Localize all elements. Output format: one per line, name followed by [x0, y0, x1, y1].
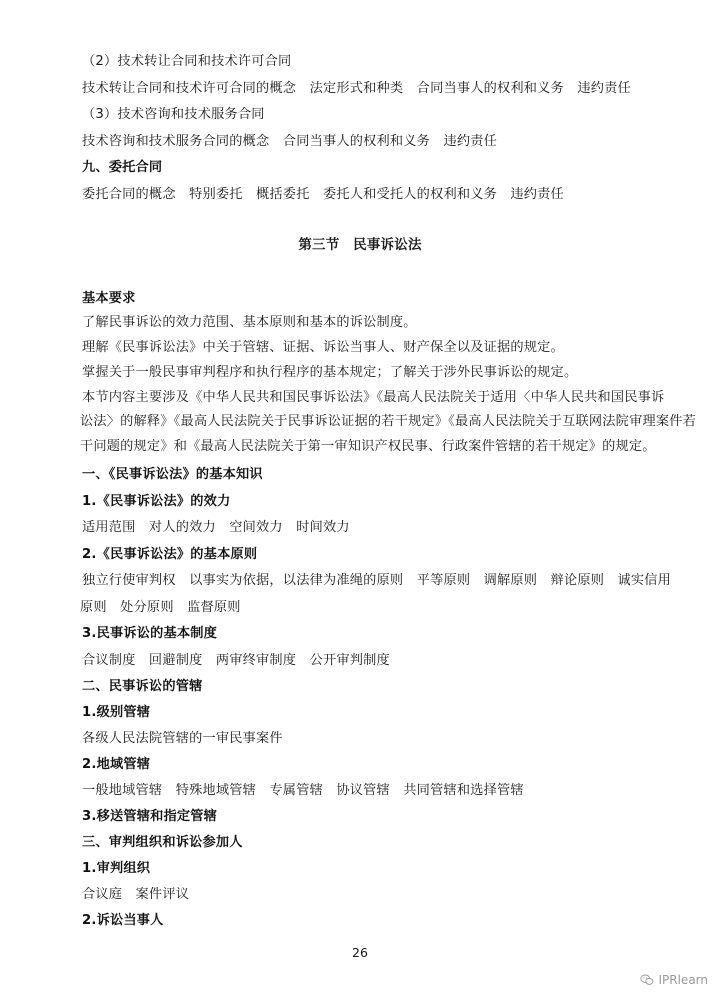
section-heading: 三、审判组织和诉讼参加人: [82, 835, 243, 850]
subsection-heading: 2.诉讼当事人: [82, 913, 164, 928]
section-heading: 一、《民事诉讼法》的基本知识: [82, 467, 263, 482]
body-line: 合议庭 案件评议: [82, 887, 190, 902]
body-line: 适用范围 对人的效力 空间效力 时间效力: [82, 520, 350, 535]
body-line: 理解《民事诉讼法》中关于管辖、证据、诉讼当事人、财产保全以及证据的规定。: [82, 340, 564, 355]
section-heading: 二、民事诉讼的管辖: [82, 679, 203, 694]
subsection-heading: 3.民事诉讼的基本制度: [82, 626, 218, 641]
watermark-text: IPRlearn: [658, 973, 708, 987]
body-line: 各级人民法院管辖的一审民事案件: [82, 731, 283, 746]
subsection-heading: 1.《民事诉讼法》的效力: [82, 494, 231, 509]
body-line: 技术转让合同和技术许可合同的概念 法定形式和种类 合同当事人的权利和义务 违约责任: [82, 81, 631, 96]
subsection-heading: （2）技术转让合同和技术许可合同: [82, 54, 292, 69]
body-line: 一般地域管辖 特殊地域管辖 专属管辖 协议管辖 共同管辖和选择管辖: [82, 783, 524, 798]
body-line: 合议制度 回避制度 两审终审制度 公开审判制度: [82, 653, 390, 668]
body-line: 本节内容主要涉及《中华人民共和国民事诉讼法》《最高人民法院关于适用〈中华人民共和国民事诉: [82, 390, 665, 405]
wechat-icon: [640, 974, 654, 986]
chapter-title: 第三节 民事诉讼法: [298, 237, 422, 253]
section-heading: 九、委托合同: [82, 160, 163, 175]
subsection-heading: 1.审判组织: [82, 861, 151, 876]
body-line: 掌握关于一般民事审判程序和执行程序的基本规定；了解关于涉外民事诉讼的规定。: [82, 365, 578, 380]
body-line: 独立行使审判权 以事实为依据，以法律为准绳的原则 平等原则 调解原则 辩论原则 诚实信用: [82, 573, 672, 588]
subsection-heading: 1.级别管辖: [82, 705, 151, 720]
body-line: 原则 处分原则 监督原则: [80, 600, 241, 615]
body-line: 讼法〉的解释》《最高人民法院关于民事诉讼证据的若干规定》《最高人民法院关于互联网法院审理案件若: [80, 414, 697, 429]
body-line: 委托合同的概念 特别委托 概括委托 委托人和受托人的权利和义务 违约责任: [82, 187, 564, 202]
subsection-heading: 2.地域管辖: [82, 757, 151, 772]
page-number: 26: [352, 945, 368, 960]
subsection-heading: 3.移送管辖和指定管辖: [82, 809, 218, 824]
watermark: [640, 973, 708, 987]
subsection-heading: 2.《民事诉讼法》的基本原则: [82, 547, 258, 562]
body-line: 技术咨询和技术服务合同的概念 合同当事人的权利和义务 违约责任: [82, 134, 498, 149]
subsection-heading: （3）技术咨询和技术服务合同: [82, 107, 265, 122]
body-line: 了解民事诉讼的效力范围、基本原则和基本的诉讼制度。: [82, 315, 417, 330]
body-line: 干问题的规定》和《最高人民法院关于第一审知识产权民事、行政案件管辖的若干规定》的规定。: [80, 439, 656, 454]
section-heading: 基本要求: [82, 291, 136, 306]
